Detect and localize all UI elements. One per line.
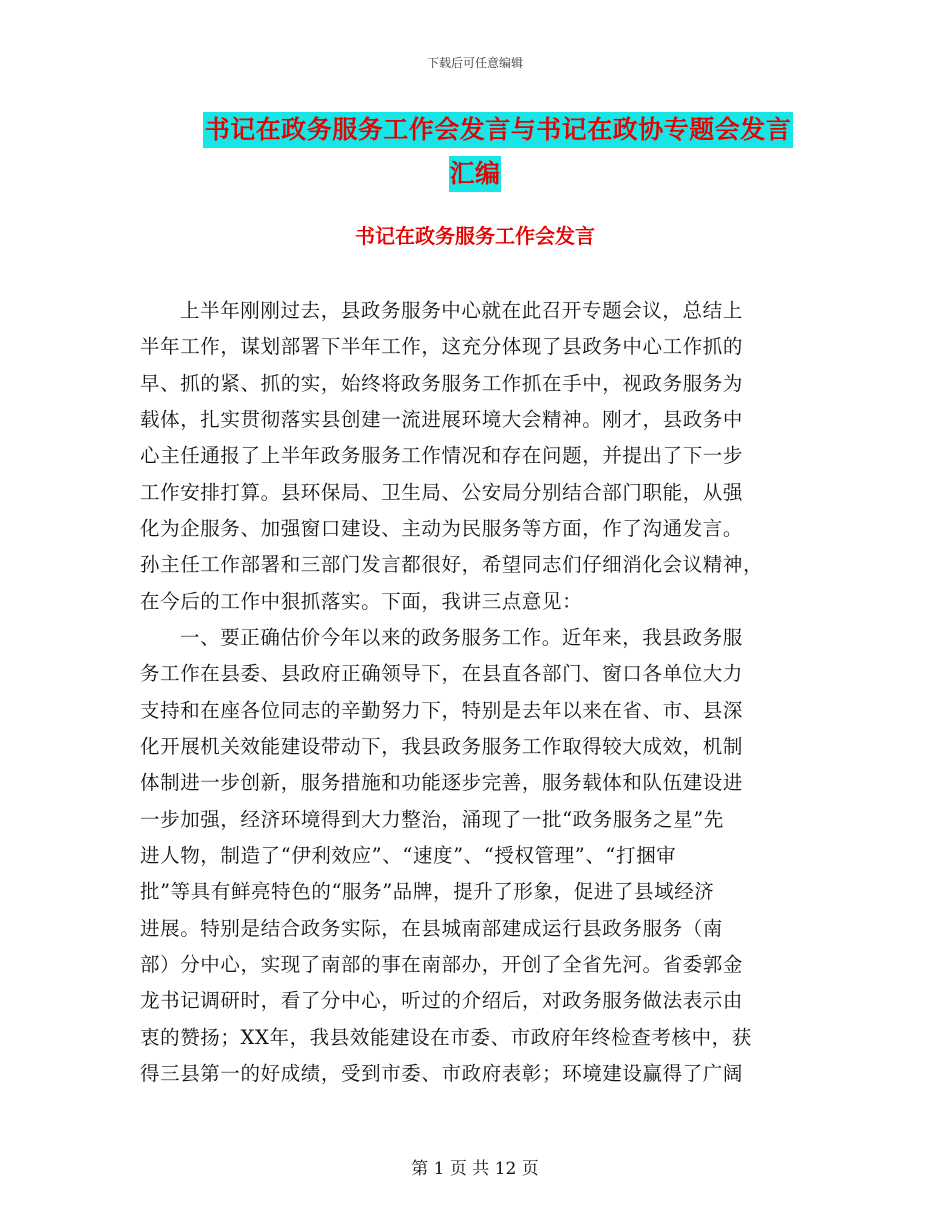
- document-title-line-2: [0, 156, 950, 192]
- document-title-line-1: [0, 112, 950, 148]
- body-line: 支持和在座各位同志的辛勤努力下，特别是去年以来在省、市、县深: [140, 698, 744, 722]
- document-title-text-2: 汇编: [449, 156, 500, 192]
- body-line: 得三县第一的好成绩，受到市委、市政府表彰；环境建设赢得了广阔: [140, 1061, 744, 1085]
- body-line: 务工作在县委、县政府正确领导下，在县直各部门、窗口各单位大力: [140, 662, 744, 686]
- body-line: 龙书记调研时，看了分中心，听过的介绍后，对政务服务做法表示由: [140, 989, 744, 1013]
- body-line: 进展。特别是结合政务实际，在县城南部建成运行县政务服务（南: [140, 916, 723, 940]
- body-line: 进人物，制造了“伊利效应”、“速度”、“授权管理”、“打捆审: [140, 843, 677, 867]
- body-line: 体制进一步创新，服务措施和功能逐步完善，服务载体和队伍建设进: [140, 771, 744, 795]
- body-line: 孙主任工作部署和三部门发言都很好，希望同志们仔细消化会议精神，: [140, 553, 764, 577]
- document-title-text-1: 书记在政务服务工作会发言与书记在政协专题会发言: [203, 112, 794, 148]
- body-line: 上半年刚刚过去，县政务服务中心就在此召开专题会议，总结上: [180, 299, 743, 322]
- body-line: 化开展机关效能建设带动下，我县政务服务工作取得较大成效，机制: [140, 734, 744, 758]
- body-line: 半年工作，谋划部署下半年工作，这充分体现了县政务中心工作抓的: [140, 335, 744, 359]
- body-line: 部）分中心，实现了南部的事在南部办，开创了全省先河。省委郭金: [140, 952, 744, 976]
- body-line: 在今后的工作中狠抓落实。下面，我讲三点意见：: [140, 589, 583, 613]
- section-subtitle: 书记在政务服务工作会发言: [355, 224, 595, 248]
- body-line: 一步加强，经济环境得到大力整治，涌现了一批“政务服务之星”先: [140, 807, 724, 831]
- body-line: 载体，扎实贯彻落实县创建一流进展环境大会精神。刚才，县政务中: [140, 407, 744, 431]
- document-body: [140, 293, 812, 1092]
- body-line: 衷的赞扬；XX年，我县效能建设在市委、市政府年终检查考核中，获: [140, 1025, 752, 1049]
- body-line: 工作安排打算。县环保局、卫生局、公安局分别结合部门职能，从强: [140, 480, 744, 504]
- body-line: 一、要正确估价今年以来的政务服务工作。近年来，我县政务服: [180, 625, 743, 649]
- body-line: 化为企服务、加强窗口建设、主动为民服务等方面，作了沟通发言。: [140, 516, 744, 540]
- body-line: 心主任通报了上半年政务服务工作情况和存在问题，并提出了下一步: [140, 444, 744, 468]
- body-line: 批”等具有鲜亮特色的“服务”品牌，提升了形象，促进了县域经济: [140, 880, 715, 904]
- body-line: 早、抓的紧、抓的实，始终将政务服务工作抓在手中，视政务服务为: [140, 371, 744, 395]
- page-footer: 第 1 页 共 12 页: [411, 1159, 539, 1179]
- page-header-note: 下载后可任意编辑: [426, 56, 523, 70]
